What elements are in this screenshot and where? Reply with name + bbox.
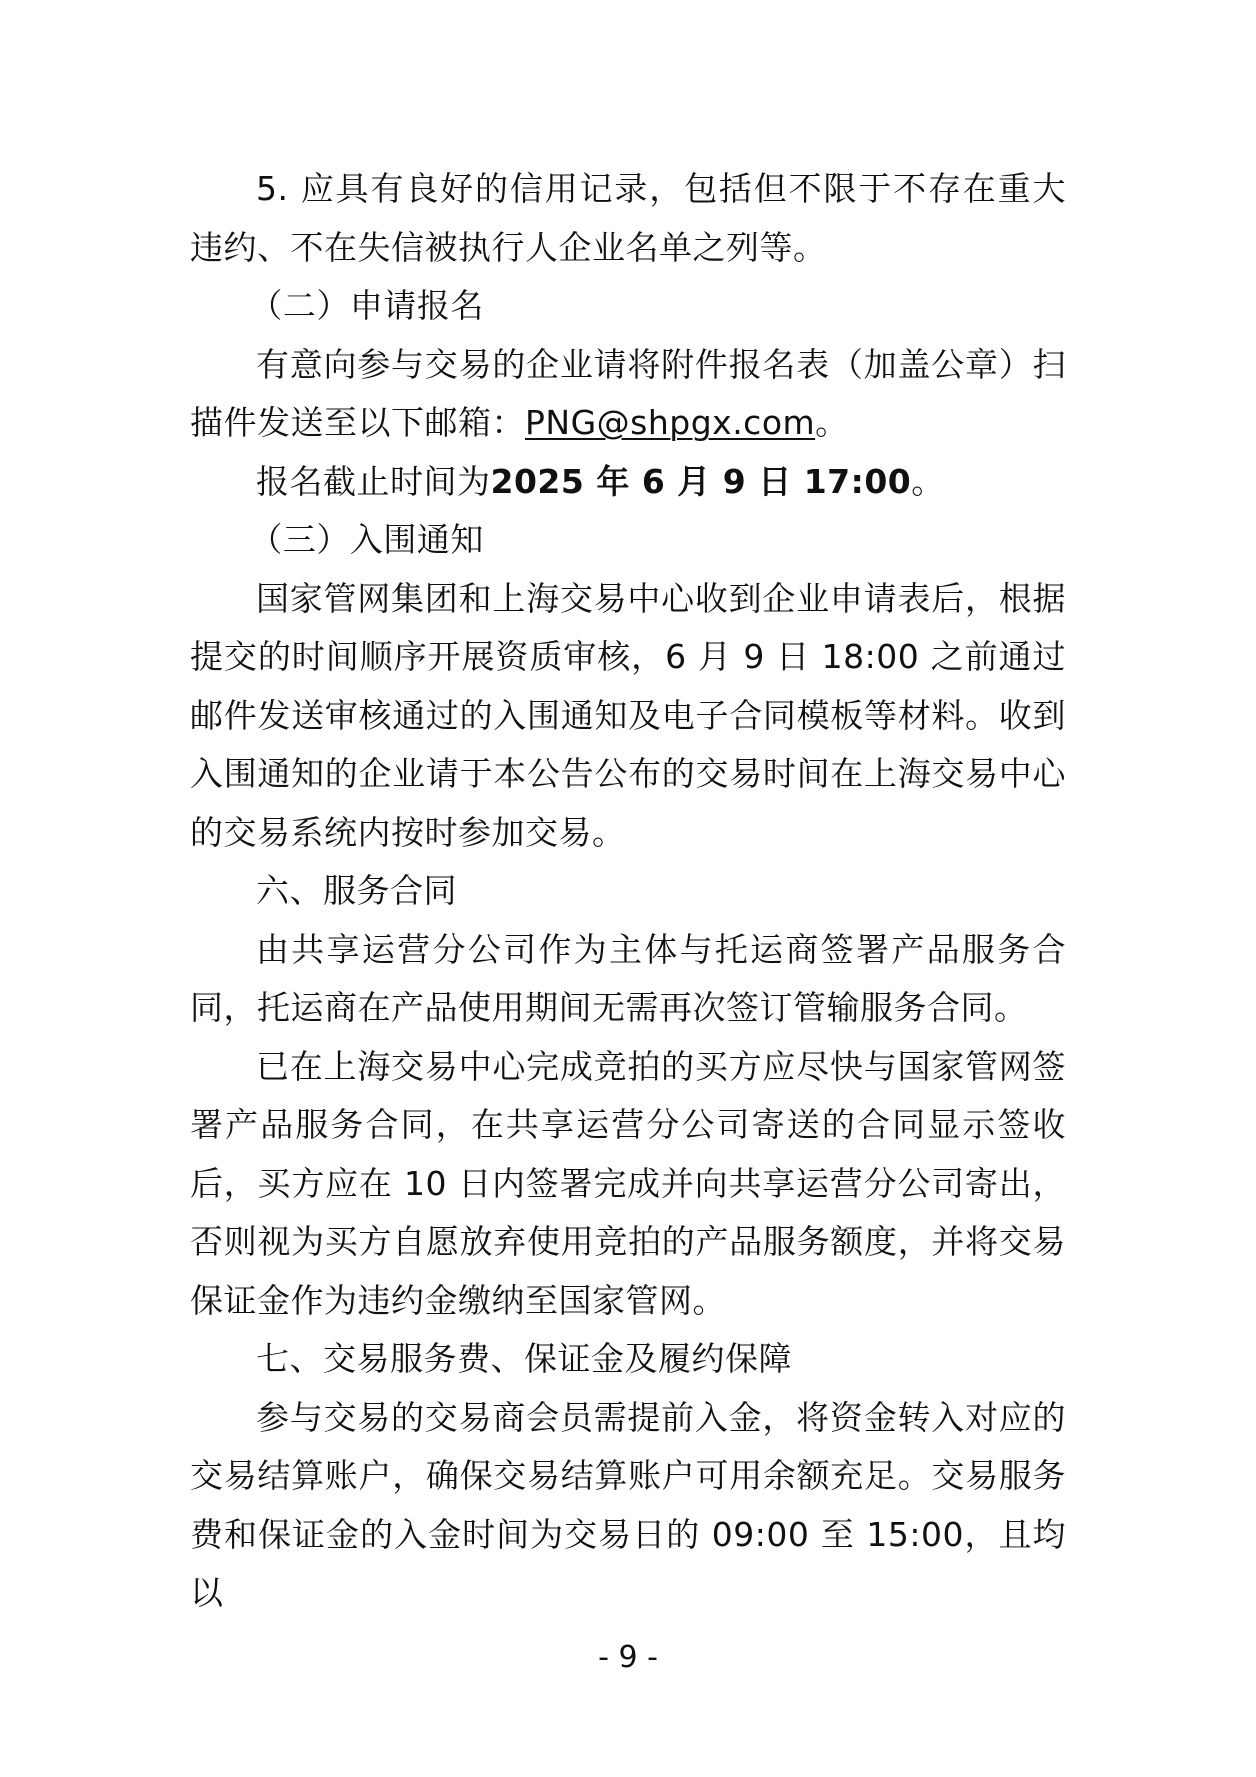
paragraph-credit-record: 5. 应具有良好的信用记录，包括但不限于不存在重大违约、不在失信被执行人企业名单之列等。 [190, 169, 1066, 267]
page-number: - 9 - [598, 1640, 658, 1675]
email-link[interactable]: PNG@shpgx.com [525, 403, 816, 442]
heading-application-registration: （二）申请报名 [249, 286, 484, 325]
paragraph-qualification-review: 国家管网集团和上海交易中心收到企业申请表后，根据提交的时间顺序开展资质审核，6 月 9 日 18:00 之前通过邮件发送审核通过的入围通知及电子合同模板等材料。收到入围通知的企业请于本公告公布的交易时间在上海交易中心的交易系统内按时参加交易。 [190, 578, 1066, 852]
deadline-end: 。 [911, 461, 945, 501]
paragraph-registration-deadline [190, 453, 1066, 512]
document-body [190, 160, 1066, 1623]
deadline-date: 2025 年 6 月 9 日 17:00 [490, 461, 912, 501]
heading-shortlist-notice: （三）入围通知 [249, 520, 484, 559]
deadline-label: 报名截止时间为 [256, 461, 491, 501]
heading-fees-deposit: 七、交易服务费、保证金及履约保障 [256, 1339, 792, 1378]
paragraph-email-submission [190, 336, 1066, 453]
email-instruction-end: 。 [815, 403, 849, 442]
heading-service-contract: 六、服务合同 [256, 871, 457, 910]
paragraph-fund-deposit: 参与交易的交易商会员需提前入金，将资金转入对应的交易结算账户，确保交易结算账户可用余额充足。交易服务费和保证金的入金时间为交易日的 09:00 至 15:00，且均以 [190, 1397, 1066, 1612]
paragraph-contract-party: 由共享运营分公司作为主体与托运商签署产品服务合同，托运商在产品使用期间无需再次签订管输服务合同。 [190, 929, 1066, 1027]
email-instruction-text: 有意向参与交易的企业请将附件报名表（加盖公章）扫描件发送至以下邮箱： [190, 344, 1066, 442]
paragraph-contract-signing: 已在上海交易中心完成竞拍的买方应尽快与国家管网签署产品服务合同，在共享运营分公司寄送的合同显示签收后，买方应在 10 日内签署完成并向共享运营分公司寄出，否则视为买方自愿放弃使用竞拍的产品服务额度，并将交易保证金作为违约金缴纳至国家管网。 [190, 1046, 1066, 1320]
